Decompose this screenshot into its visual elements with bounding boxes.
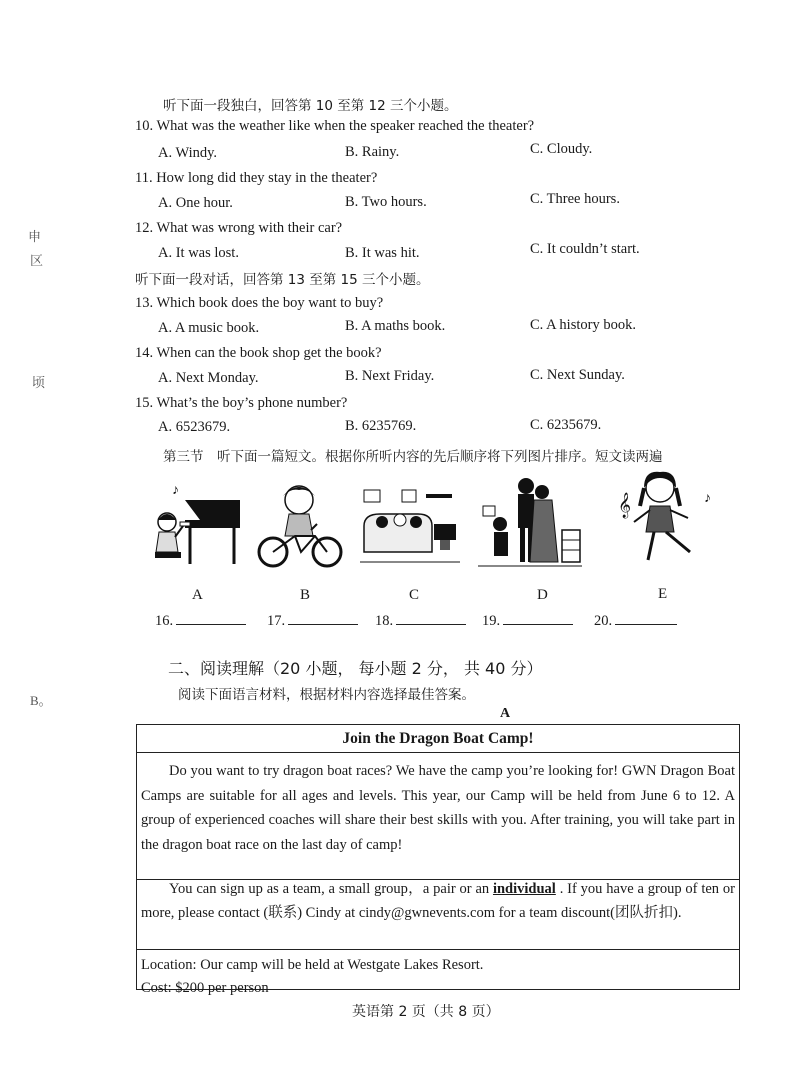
option-12a: A. It was lost. <box>158 245 239 261</box>
option-15b: B. 6235769. <box>345 418 417 434</box>
answer-blank-17[interactable] <box>267 612 358 630</box>
option-14b: B. Next Friday. <box>345 368 435 384</box>
blank-number: 19. <box>482 613 501 629</box>
question-15: 15. What’s the boy’s phone number? <box>135 395 348 411</box>
svg-text:♪: ♪ <box>172 483 179 498</box>
picture-c-family-tv <box>360 486 460 570</box>
option-14a: A. Next Monday. <box>158 370 259 386</box>
question-13: 13. Which book does the boy want to buy? <box>135 295 384 311</box>
underlined-word: individual <box>492 881 556 897</box>
picture-label-d: D <box>537 587 548 603</box>
reading-instruction: 阅读下面语言材料，根据材料内容选择最佳答案。 <box>178 687 475 703</box>
option-11b: B. Two hours. <box>345 194 427 210</box>
picture-e-dancing-girl <box>614 466 718 570</box>
picture-label-b: B <box>300 587 311 603</box>
margin-mark: 顷 <box>32 375 46 390</box>
passage-details <box>137 954 739 1000</box>
passage-label: A <box>500 706 511 721</box>
svg-text:𝄞: 𝄞 <box>618 492 632 517</box>
question-14: 14. When can the book shop get the book? <box>135 345 382 361</box>
passage-paragraph-1: Do you want to try dragon boat races? We have the camp you’re looking for! GWN Dragon Boat Camps are suitable for all ages and levels. This year, our Camp will be held from June 6 to 12. A group of experienced coaches will share their best skills with you. After training, you will take part in the dragon boat race on the last day of camp! <box>137 753 739 880</box>
blank-number: 17. <box>267 613 286 629</box>
option-10c: C. Cloudy. <box>530 141 593 157</box>
answer-blank-19[interactable] <box>482 612 573 630</box>
question-12: 12. What was wrong with their car? <box>135 220 343 236</box>
option-10b: B. Rainy. <box>345 144 400 160</box>
option-13b: B. A maths book. <box>345 318 446 334</box>
option-11c: C. Three hours. <box>530 191 620 207</box>
option-12b: B. It was hit. <box>345 245 420 261</box>
picture-d-family-suitcase <box>478 474 582 570</box>
blank-number: 16. <box>155 613 174 629</box>
option-11a: A. One hour. <box>158 195 233 211</box>
margin-mark: B。 <box>30 693 52 708</box>
picture-label-a: A <box>192 587 203 603</box>
passage-box <box>136 724 740 996</box>
picture-label-e: E <box>658 586 668 602</box>
page-footer: 英语第 2 页（共 8 页） <box>352 1004 500 1020</box>
margin-mark: 申 <box>28 229 42 244</box>
blank-number: 18. <box>375 613 394 629</box>
reading-section-title: 二、阅读理解（20 小题， 每小题 2 分， 共 40 分） <box>168 659 543 678</box>
passage-title: Join the Dragon Boat Camp! <box>137 725 739 753</box>
question-11: 11. How long did they stay in the theater? <box>135 170 378 186</box>
section3-instruction: 第三节 听下面一篇短文。根据你所听内容的先后顺序将下列图片排序。短文读两遍 <box>163 449 663 465</box>
cost-line: Cost: $200 per person <box>141 980 269 996</box>
blank-number: 20. <box>594 613 613 629</box>
monologue-instruction: 听下面一段独白，回答第 10 至第 12 三个小题。 <box>163 98 458 114</box>
option-14c: C. Next Sunday. <box>530 367 625 383</box>
option-10a: A. Windy. <box>158 145 218 161</box>
option-15c: C. 6235679. <box>530 417 602 433</box>
passage-paragraph-2: You can sign up as a team, a small group，a pair or an individual . If you have a group of ten or more, please contact (联系) Cindy at cindy@gwnevents.com for a team discount(团队折扣). <box>137 875 739 950</box>
picture-b-bike-girl <box>255 478 347 572</box>
option-13c: C. A history book. <box>530 317 636 333</box>
picture-a-piano-girl <box>150 482 245 572</box>
picture-label-c: C <box>409 587 420 603</box>
margin-mark: 区 <box>30 253 44 268</box>
answer-blank-18[interactable] <box>375 612 466 630</box>
option-12c: C. It couldn’t start. <box>530 241 640 257</box>
answer-blank-20[interactable] <box>594 612 677 630</box>
option-15a: A. 6523679. <box>158 419 231 435</box>
svg-text:♪: ♪ <box>704 491 711 506</box>
location-line: Location: Our camp will be held at Westgate Lakes Resort. <box>141 957 484 973</box>
question-10: 10. What was the weather like when the speaker reached the theater? <box>135 118 535 134</box>
answer-blank-16[interactable] <box>155 612 246 630</box>
option-13a: A. A music book. <box>158 320 260 336</box>
dialogue-instruction: 听下面一段对话，回答第 13 至第 15 三个小题。 <box>135 272 430 288</box>
